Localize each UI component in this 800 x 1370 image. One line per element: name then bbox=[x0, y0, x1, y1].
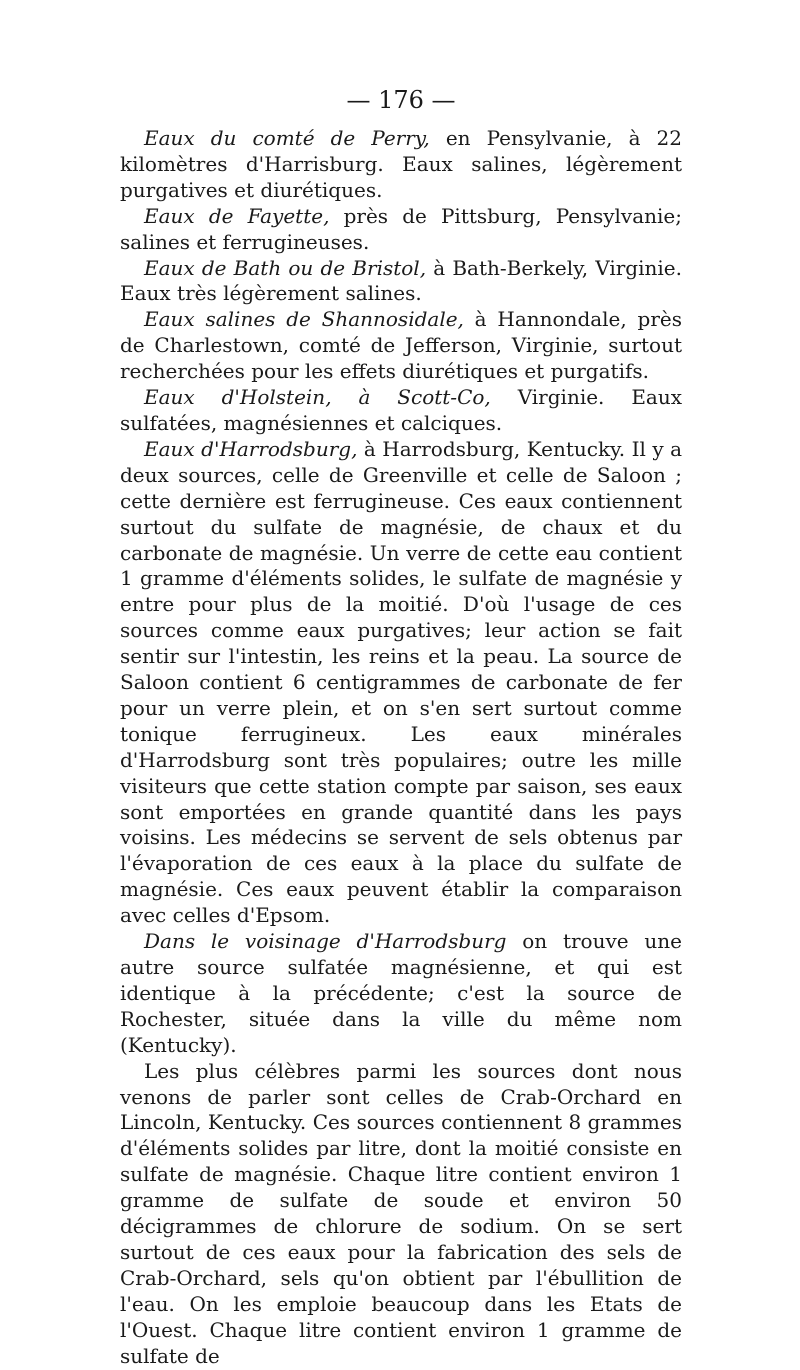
paragraph-holstein bbox=[120, 385, 682, 437]
paragraph-text: Virginie. Eaux sulfatées, magnésiennes et calciques. bbox=[120, 385, 683, 435]
paragraph-text: près de Pittsburg, Pensylvanie; salines et ferrugineuses. bbox=[120, 203, 683, 254]
paragraph-title: Eaux de Fayette, bbox=[144, 203, 330, 228]
paragraph-bath bbox=[120, 256, 682, 308]
paragraph-title: Dans le voisinage d'Harrodsburg bbox=[144, 929, 507, 954]
paragraph-title: Eaux du comté de Perry, bbox=[144, 126, 430, 150]
paragraph-text: en Pensylvanie, à 22 kilomètres d'Harrisburg. Eaux salines, légèrement purgatives et diurétiques. bbox=[120, 126, 683, 202]
paragraph-title: Eaux d'Harrodsburg, bbox=[144, 436, 358, 461]
paragraph-perry bbox=[120, 126, 682, 204]
paragraph-harrodsburg bbox=[120, 437, 682, 929]
paragraph-text: à Harrodsburg, Kentucky. Il y a deux sources, celle de Greenville et celle de Saloon ; cette dernière est ferrugineuse. Ces eaux contiennent surtout du sulfate de magnésie, de chaux et du carbonate de magnésie. Un verre de cette eau contient 1 gramme d'éléments solides, le sulfate de magnésie y entre pour plus de la moitié. D'où l'usage de ces sources comme eaux purgatives; leur action se fait sentir sur l'intestin, les reins et la peau. La source de Saloon contient 6 centigrammes de carbonate de fer pour un verre plein, et on s'en sert surtout comme tonique ferrugineux. Les eaux minérales d'Harrodsburg sont très populaires; outre les mille visiteurs que cette station compte par saison, ses eaux sont emportées en grande quantité dans les pays voisins. Les médecins se servent de sels obtenus par l'évaporation de ces eaux à la place du sulfate de magnésie. Ces eaux peuvent établir la comparaison avec celles d'Epsom. bbox=[120, 436, 683, 928]
paragraph-text: à Hannondale, près de Charlestown, comté de Jefferson, Virginie, surtout recherchées pour les effets diurétiques et purgatifs. bbox=[120, 307, 682, 384]
paragraph-text: Les plus célèbres parmi les sources dont nous venons de parler sont celles de Crab-Orchard en Lincoln, Kentucky. Ces sources contiennent 8 grammes d'éléments solides par litre, dont la moitié consiste en sulfate de magnésie. Chaque litre contient environ 1 gramme de sulfate de soude et environ 50 décigrammes de chlorure de sodium. On se sert surtout de ces eaux pour la fabrication des sels de Crab-Orchard, sels qu'on obtient par l'ébullition de l'eau. On les emploie beaucoup dans les Etats de l'Ouest. Chaque litre contient environ 1 gramme de sulfate de bbox=[120, 1058, 682, 1368]
paragraph-shannosidale bbox=[120, 307, 682, 385]
paragraph-text: on trouve une autre source sulfatée magnésienne, et qui est identique à la précédente; c'est la source de Rochester, située dans la ville du même nom (Kentucky). bbox=[120, 929, 682, 1057]
paragraph-title: Eaux d'Holstein, à Scott-Co, bbox=[144, 385, 491, 410]
paragraph-fayette bbox=[120, 204, 682, 256]
paragraph-crab-orchard bbox=[120, 1059, 682, 1370]
paragraph-rochester bbox=[120, 929, 682, 1059]
page-number: — 176 — bbox=[346, 86, 456, 114]
paragraph-text: à Bath-Berkely, Virginie. Eaux très légèrement salines. bbox=[120, 255, 682, 306]
paragraph-title: Eaux de Bath ou de Bristol, bbox=[144, 255, 427, 280]
paragraph-title: Eaux salines de Shannosidale, bbox=[144, 307, 464, 332]
